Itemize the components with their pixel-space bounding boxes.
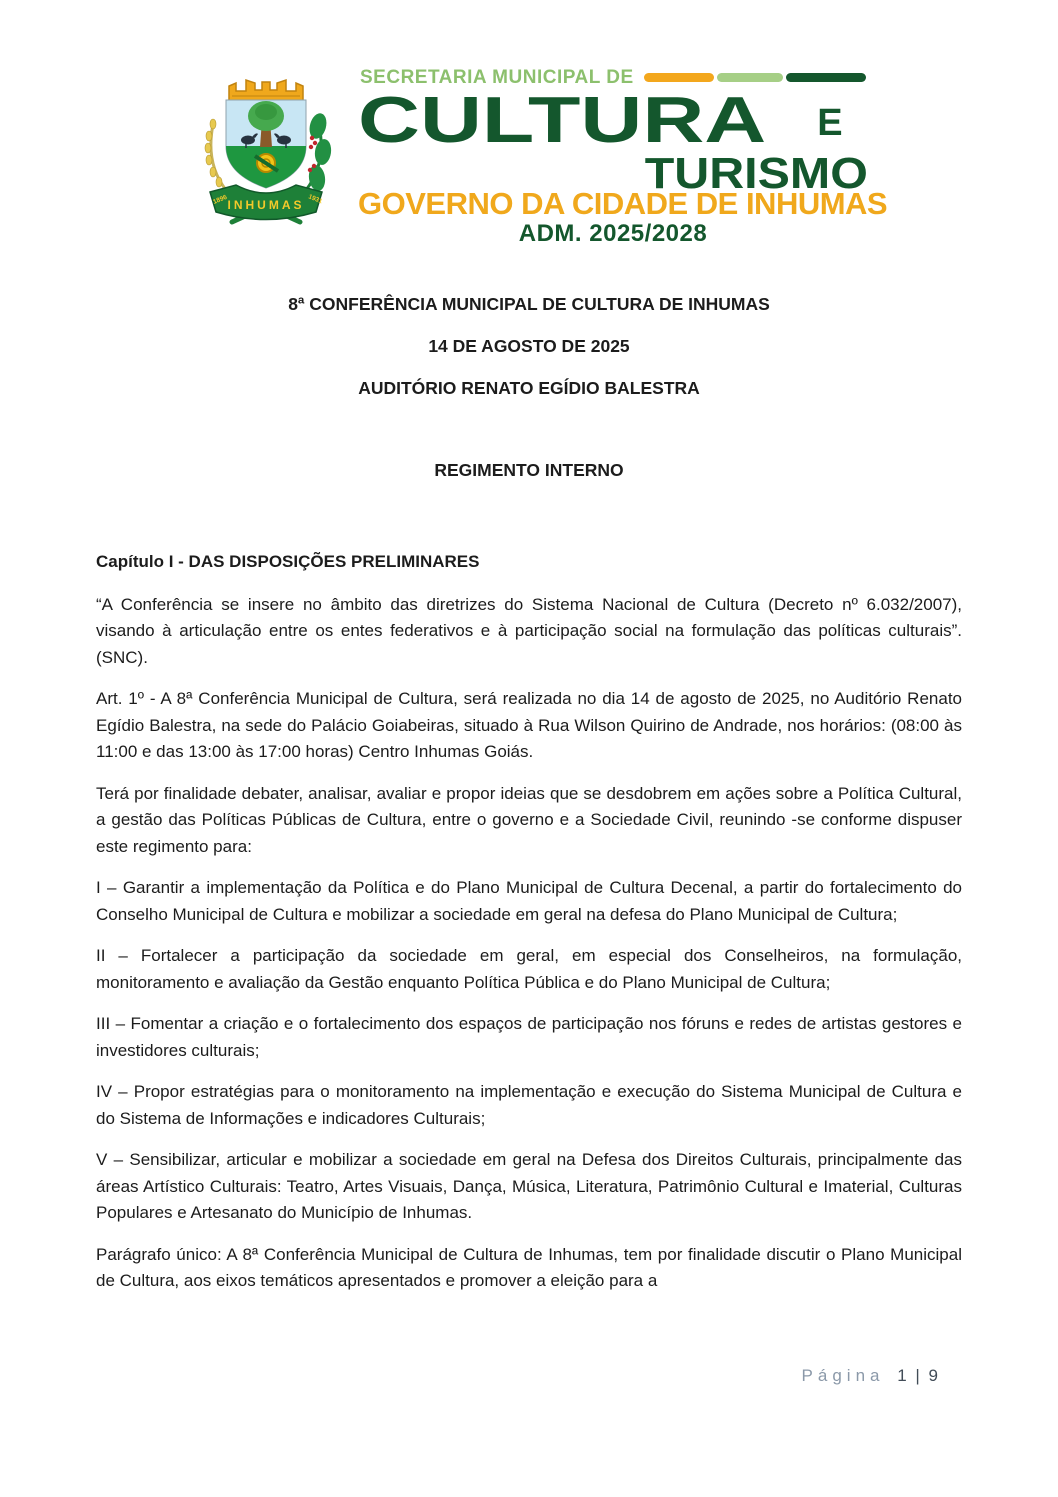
adm-line: ADM. 2025/2028 <box>518 220 708 247</box>
regimento-interno-title: REGIMENTO INTERNO <box>434 460 624 480</box>
body-paragraph: V – Sensibilizar, articular e mobilizar a sociedade em geral na Defesa dos Direitos Culturais, principalmente das áreas Artístico Culturais: Teatro, Artes Visuais, Dança, Música, Literatura, Patrimônio Cultural e Imaterial, Culturas Populares e Artesanato do Município de Inhumas. <box>96 1150 962 1222</box>
conference-venue: AUDITÓRIO RENATO EGÍDIO BALESTRA <box>358 378 700 398</box>
page-footer <box>802 1366 940 1386</box>
body-paragraph: II – Fortalecer a participação da sociedade em geral, em especial dos Conselheiros, na formulação, monitoramento e avaliação da Gestão enquanto Política Pública e do Plano Municipal de Cultura; <box>96 946 962 992</box>
cultura-wordmark: CULTURA <box>358 83 767 156</box>
body-paragraph: III – Fomentar a criação e o fortalecimento dos espaços de participação nos fóruns e redes de artistas gestores e investidores culturais; <box>96 1014 962 1060</box>
crest-year-right: 1931 <box>307 193 324 206</box>
turismo-wordmark: TURISMO <box>644 149 868 198</box>
page-label: Página <box>801 1366 885 1385</box>
dash-darkgreen-icon <box>786 73 866 82</box>
title-block <box>96 294 962 499</box>
conference-date: 14 DE AGOSTO DE 2025 <box>428 336 630 356</box>
secretaria-logotype <box>358 64 888 256</box>
page-number: 1 | 9 <box>897 1366 940 1385</box>
body-paragraph: I – Garantir a implementação da Política e do Plano Municipal de Cultura Decenal, a partir do fortalecimento do Conselho Municipal de Cultura e mobilizar a sociedade em geral na defesa do Plano Municipal de Cultura; <box>96 878 962 924</box>
crest-ribbon-text: INHUMAS <box>227 198 305 212</box>
body-paragraph: “A Conferência se insere no âmbito das diretrizes do Sistema Nacional de Cultura (Decreto nº 6.032/2007), visando à articulação entre os entes federativos e à participação social na formulação das políticas culturais”. (SNC). <box>96 594 962 667</box>
cultura-e: E <box>817 102 843 144</box>
conference-title: 8ª CONFERÊNCIA MUNICIPAL DE CULTURA DE INHUMAS <box>288 294 770 314</box>
logo-dashes <box>644 73 866 82</box>
governo-line: GOVERNO DA CIDADE DE INHUMAS <box>358 186 888 221</box>
crest-year-left: 1896 <box>212 193 229 206</box>
inhumas-coat-of-arms-icon <box>196 70 336 228</box>
dash-lightgreen-icon <box>717 73 783 82</box>
body-paragraph: Terá por finalidade debater, analisar, avaliar e propor ideias que se desdobrem em ações sobre a Política Cultural, a gestão das Políticas Públicas de Cultura, entre o governo e a Sociedade Civil, reunindo -se conforme dispuser este regimento para: <box>96 783 962 856</box>
body-paragraph: Parágrafo único: A 8ª Conferência Municipal de Cultura de Inhumas, tem por finalidade discutir o Plano Municipal de Cultura, aos eixos temáticos apresentados e promover a eleição para a <box>96 1244 962 1290</box>
secretaria-label: SECRETARIA MUNICIPAL DE <box>360 67 634 88</box>
body-paragraph: IV – Propor estratégias para o monitoramento na implementação e execução do Sistema Municipal de Cultura e do Sistema de Informações e indicadores Culturais; <box>96 1082 962 1128</box>
chapter-heading: Capítulo I - DAS DISPOSIÇÕES PRELIMINARES <box>96 552 480 571</box>
document-header <box>0 0 1058 258</box>
body-paragraph: Art. 1º - A 8ª Conferência Municipal de Cultura, será realizada no dia 14 de agosto de 2025, no Auditório Renato Egídio Balestra, na sede do Palácio Goiabeiras, situado à Rua Wilson Quirino de Andrade, nos horários: (08:00 às 11:00 e das 13:00 às 17:00 horas) Centro Inhumas Goiás. <box>96 689 962 761</box>
dash-orange-icon <box>644 73 714 82</box>
document-body <box>96 549 962 1310</box>
